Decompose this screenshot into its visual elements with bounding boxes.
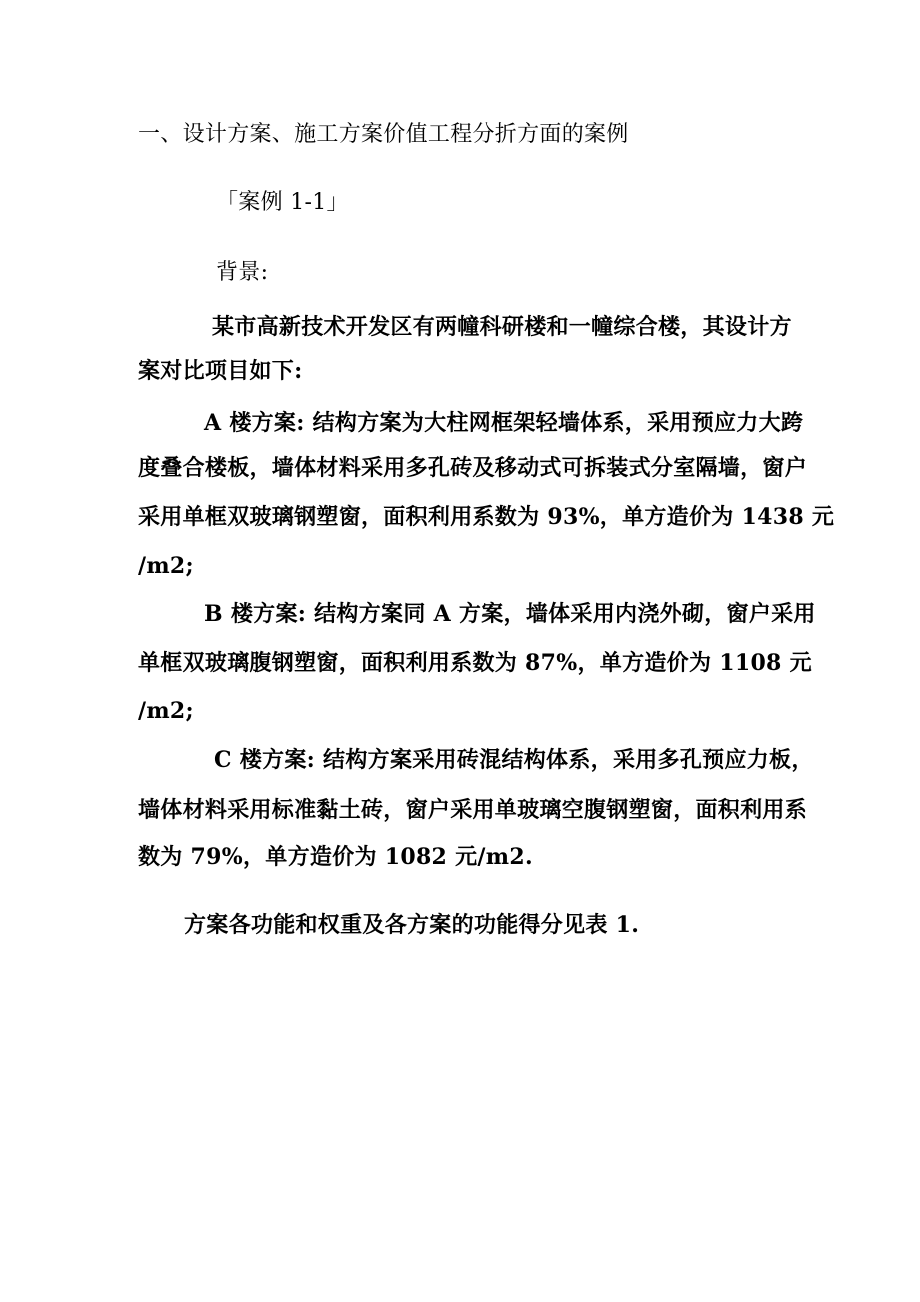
plan-a-line-4: /m2;: [138, 553, 194, 579]
plan-a-line-3: 采用单框双玻璃钢塑窗，面积利用系数为 93%，单方造价为 1438 元: [138, 504, 835, 530]
plan-b-line-2: 单框双玻璃腹钢塑窗，面积利用系数为 87%，单方造价为 1108 元: [138, 650, 812, 676]
plan-b-line-3: /m2;: [138, 698, 194, 724]
closing-line: 方案各功能和权重及各方案的功能得分见表 1.: [184, 912, 640, 938]
plan-a-line-2: 度叠合楼板，墙体材料采用多孔砖及移动式可拆装式分室隔墙，窗户: [138, 455, 808, 481]
intro-line-2: 案对比项目如下:: [138, 358, 303, 384]
plan-c-line-2: 墙体材料采用标准黏土砖，窗户采用单玻璃空腹钢塑窗，面积利用系: [138, 797, 808, 823]
plan-a-line-1: A 楼方案: 结构方案为大柱网框架轻墙体系，采用预应力大跨: [204, 410, 804, 436]
intro-line-1: 某市高新技术开发区有两幢科研楼和一幢综合楼，其设计方: [212, 314, 792, 340]
case-label: 「案例 1-1」: [216, 190, 349, 215]
background-label: 背景:: [216, 260, 269, 285]
section-heading: 一、设计方案、施工方案价值工程分折方面的案例: [138, 122, 629, 147]
plan-b-line-1: B 楼方案: 结构方案同 A 方案，墙体采用内浇外砌，窗户采用: [204, 601, 816, 627]
plan-c-line-3: 数为 79%，单方造价为 1082 元/m2.: [138, 844, 533, 870]
plan-c-line-1: C 楼方案: 结构方案采用砖混结构体系，采用多孔预应力板，: [214, 747, 814, 773]
